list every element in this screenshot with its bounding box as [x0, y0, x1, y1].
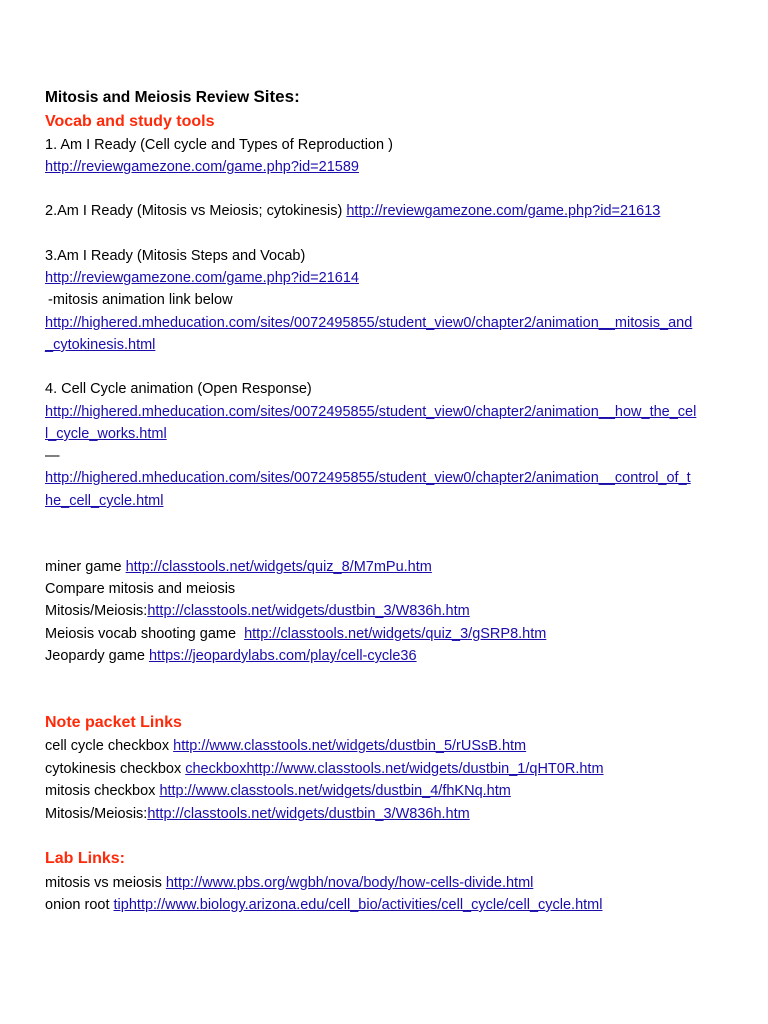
jeopardy-label: Jeopardy game	[45, 648, 145, 664]
mitosis-animation-link-cont[interactable]: _cytokinesis.html	[45, 337, 156, 353]
miner-game-label: miner game	[45, 559, 122, 575]
title-sites-text: Sites:	[253, 87, 300, 106]
cell-cycle-checkbox-label: cell cycle checkbox	[45, 738, 170, 754]
shooting-game-link[interactable]: http://classtools.net/widgets/quiz_3/gSRP8.htm	[244, 626, 547, 642]
mitosis-vs-meiosis-label: mitosis vs meiosis	[45, 875, 162, 891]
control-cell-cycle-link[interactable]: http://highered.mheducation.com/sites/0072495855/student_view0/chapter2/animation__control_of_t	[45, 470, 691, 486]
onion-root-link[interactable]: tiphttp://www.biology.arizona.edu/cell_bio/activities/cell_cycle/cell_cycle.html	[113, 897, 603, 913]
item1-label: 1. Am I Ready (Cell cycle and Types of Reproduction )	[45, 137, 393, 153]
note-mitosis-meiosis-row	[45, 804, 470, 824]
cell-cycle-animation-link[interactable]: http://highered.mheducation.com/sites/0072495855/student_view0/chapter2/animation__how_the_cel	[45, 404, 697, 420]
cell-cycle-checkbox-row	[45, 736, 526, 756]
cell-cycle-animation-link-cont[interactable]: l_cycle_works.html	[45, 426, 167, 442]
mitosis-checkbox-link[interactable]: http://www.classtools.net/widgets/dustbin_4/fhKNq.htm	[159, 783, 511, 799]
item3-note: -mitosis animation link below	[48, 292, 233, 308]
cytokinesis-checkbox-label: cytokinesis checkbox	[45, 761, 182, 777]
shooting-game-row	[45, 624, 546, 644]
mitosis-checkbox-row	[45, 781, 511, 801]
dash-separator: —	[45, 448, 60, 464]
section-lab-heading: Lab Links:	[45, 850, 126, 867]
item2-label: 2.Am I Ready (Mitosis vs Meiosis; cytokinesis)	[45, 203, 343, 219]
mitosis-meiosis-link[interactable]: http://classtools.net/widgets/dustbin_3/W836h.htm	[147, 603, 470, 619]
note-mitosis-meiosis-link[interactable]: http://classtools.net/widgets/dustbin_3/W836h.htm	[147, 806, 470, 822]
mitosis-meiosis-row	[45, 601, 470, 621]
item3-label: 3.Am I Ready (Mitosis Steps and Vocab)	[45, 248, 306, 264]
mitosis-vs-meiosis-row	[45, 873, 533, 893]
control-cell-cycle-link-cont[interactable]: he_cell_cycle.html	[45, 493, 164, 509]
shooting-game-label: Meiosis vocab shooting game	[45, 626, 237, 642]
mitosis-animation-link[interactable]: http://highered.mheducation.com/sites/0072495855/student_view0/chapter2/animation__mitosis_and	[45, 315, 693, 331]
miner-game-row	[45, 557, 432, 577]
mitosis-checkbox-label: mitosis checkbox	[45, 783, 156, 799]
cytokinesis-checkbox-link[interactable]: checkboxhttp://www.classtools.net/widgets/dustbin_1/qHT0R.htm	[185, 761, 604, 777]
miner-game-link[interactable]: http://classtools.net/widgets/quiz_8/M7mPu.htm	[125, 559, 432, 575]
note-mitosis-meiosis-label: Mitosis/Meiosis:	[45, 806, 148, 822]
item4-label: 4. Cell Cycle animation (Open Response)	[45, 381, 312, 397]
cell-cycle-checkbox-link[interactable]: http://www.classtools.net/widgets/dustbin_5/rUSsB.htm	[173, 738, 527, 754]
section-note-packet-heading: Note packet Links	[45, 714, 182, 731]
title-text: Mitosis and Meiosis Review	[45, 89, 254, 106]
item2-row	[45, 201, 660, 221]
item1-link[interactable]: http://reviewgamezone.com/game.php?id=21589	[45, 159, 359, 175]
jeopardy-row	[45, 646, 417, 666]
cytokinesis-checkbox-row	[45, 759, 604, 779]
mitosis-meiosis-label: Mitosis/Meiosis:	[45, 603, 148, 619]
item2-link[interactable]: http://reviewgamezone.com/game.php?id=21613	[346, 203, 661, 219]
mitosis-vs-meiosis-link[interactable]: http://www.pbs.org/wgbh/nova/body/how-cells-divide.html	[165, 875, 534, 891]
page-title	[45, 87, 300, 108]
onion-root-label: onion root	[45, 897, 110, 913]
jeopardy-link[interactable]: https://jeopardylabs.com/play/cell-cycle36	[148, 648, 417, 664]
compare-text: Compare mitosis and meiosis	[45, 581, 236, 597]
item3-link[interactable]: http://reviewgamezone.com/game.php?id=21614	[45, 270, 359, 286]
onion-root-row	[45, 895, 602, 915]
section-vocab-heading: Vocab and study tools	[45, 113, 215, 130]
